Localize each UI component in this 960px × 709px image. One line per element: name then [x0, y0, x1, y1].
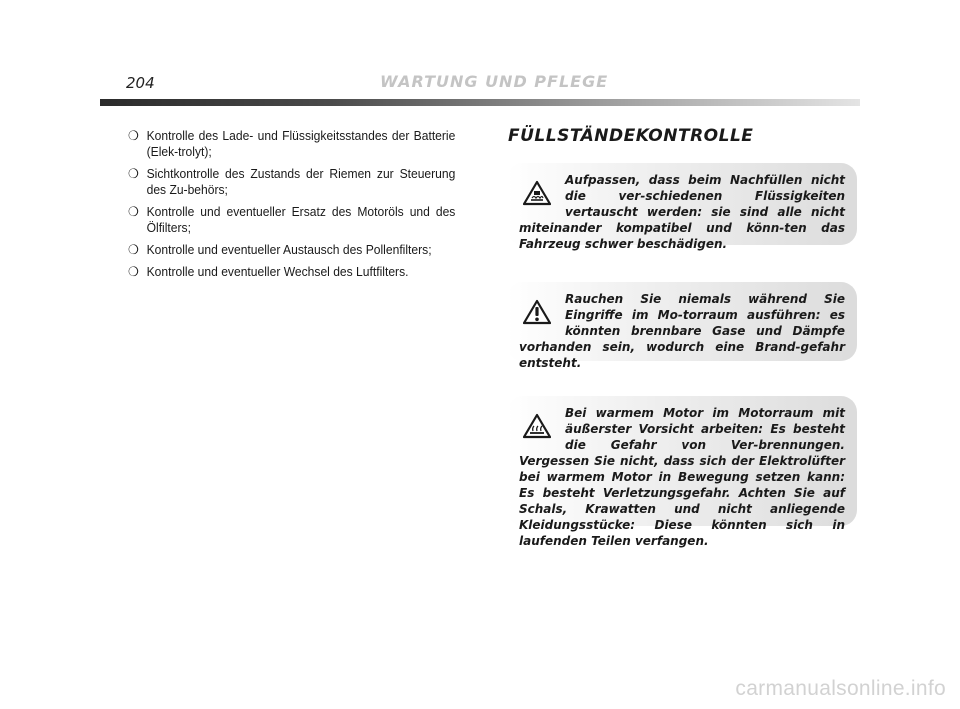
warning-box-smoking [507, 282, 857, 370]
page-number: 204 [126, 74, 155, 92]
header-rule [100, 99, 860, 106]
maintenance-checklist [128, 128, 455, 286]
checklist-item [128, 204, 455, 236]
exclamation-warning-icon [523, 299, 551, 325]
circle-bullet-icon: ❍ [128, 242, 139, 257]
circle-bullet-icon: ❍ [128, 128, 139, 143]
warning-text: Aufpassen, dass beim Nachfüllen nicht die ver-schiedenen Flüssigkeiten vertauscht werden: sie sind alle nicht miteinander kompatibel und könn-ten das Fahrzeug schwer beschädigen. [519, 173, 845, 251]
circle-bullet-icon: ❍ [128, 264, 139, 279]
checklist-item-text: Kontrolle des Lade- und Flüssigkeitsstandes der Batterie (Elek-trolyt); [146, 128, 456, 159]
checklist-item-text: Sichtkontrolle des Zustands der Riemen zur Steuerung des Zu-behörs; [146, 166, 456, 197]
page-header-title: WARTUNG UND PFLEGE [380, 72, 609, 91]
checklist-item-text: Kontrolle und eventueller Ersatz des Motoröls und des Ölfilters; [146, 204, 456, 235]
warning-box-hot-engine [507, 396, 857, 548]
warning-text: Bei warmem Motor im Motorraum mit äußerster Vorsicht arbeiten: Es besteht die Gefahr von Ver-brennungen. Vergessen Sie nicht, dass sich der Elektrolüfter bei warmem Motor in Bewegung setzen kann: Es besteht Verletzungsgefahr. Achten Sie auf Schals, Krawatten und nicht anliegende Kleidungsstücke: Diese könnten sich in laufenden Teilen verfangen. [519, 406, 845, 548]
corrosive-warning-icon [523, 180, 551, 206]
checklist-item-text: Kontrolle und eventueller Wechsel des Luftfilters. [146, 264, 409, 279]
checklist-item [128, 166, 455, 198]
circle-bullet-icon: ❍ [128, 166, 139, 181]
checklist-item [128, 264, 455, 280]
circle-bullet-icon: ❍ [128, 204, 139, 219]
warning-box-fluids [507, 163, 857, 251]
warning-text: Rauchen Sie niemals während Sie Eingriffe im Mo-torraum ausführen: es könnten brennbare Gase und Dämpfe vorhanden sein, wodurch eine Brand-gefahr entsteht. [519, 292, 845, 370]
watermark: carmanualsonline.info [735, 677, 946, 700]
section-title: FÜLLSTÄNDEKONTROLLE [508, 126, 754, 146]
hot-surface-warning-icon [523, 413, 551, 439]
checklist-item-text: Kontrolle und eventueller Austausch des Pollenfilters; [146, 242, 432, 257]
checklist-item [128, 128, 455, 160]
checklist-item [128, 242, 455, 258]
